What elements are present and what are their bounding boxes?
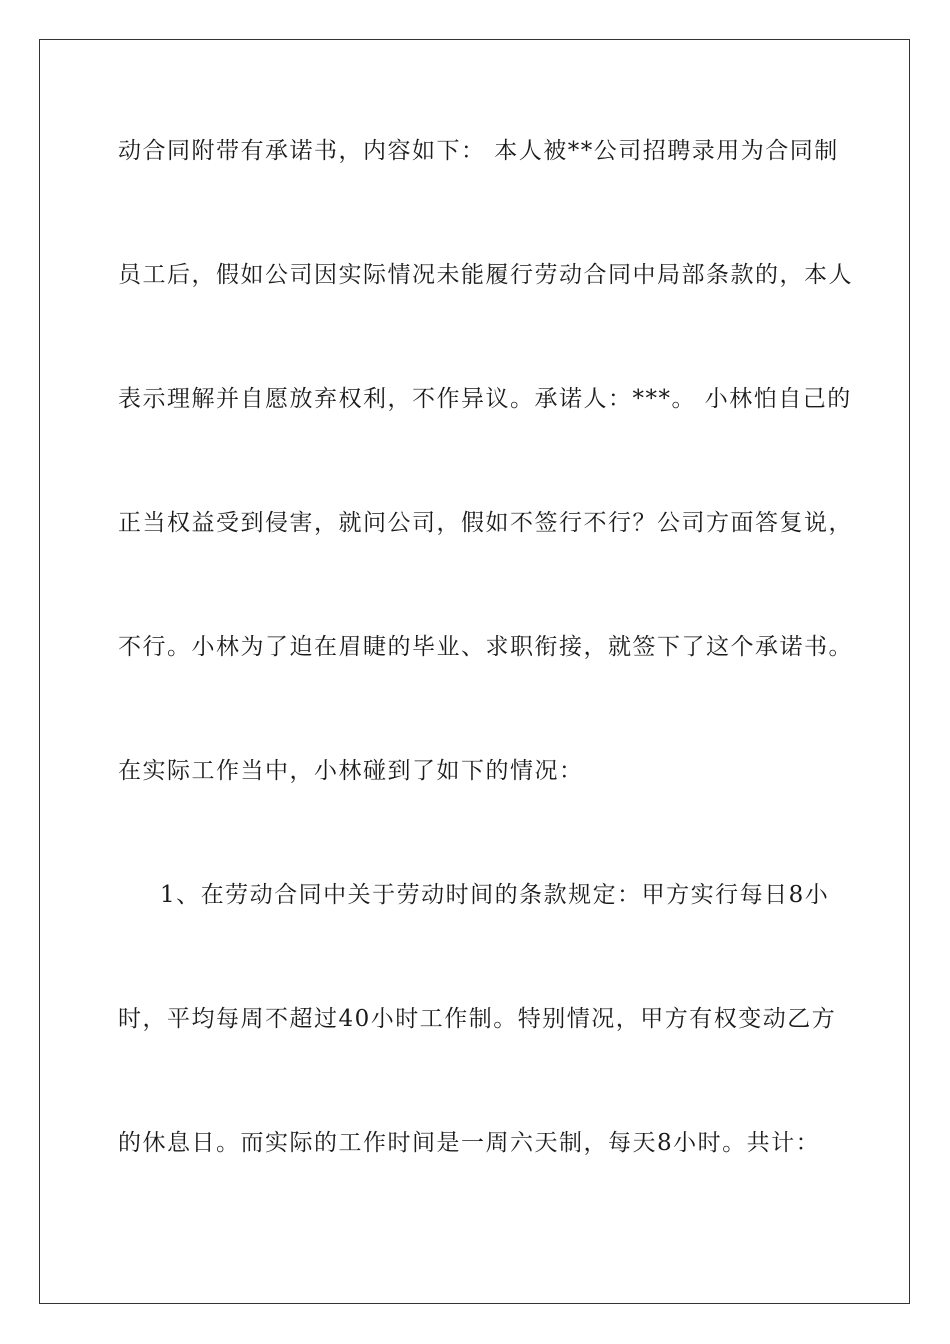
paragraph-line: 的休息日。而实际的工作时间是一周六天制，每天8小时。共计：: [118, 1130, 821, 1156]
paragraph-line: 在实际工作当中，小林碰到了如下的情况：: [118, 758, 584, 784]
paragraph-line: 动合同附带有承诺书，内容如下： 本人被**公司招聘录用为合同制: [118, 138, 839, 164]
paragraph-line: 正当权益受到侵害，就问公司，假如不签行不行？公司方面答复说，: [118, 510, 853, 536]
paragraph-line: 员工后，假如公司因实际情况未能履行劳动合同中局部条款的，本人: [118, 262, 853, 288]
page-border: [39, 39, 910, 1304]
paragraph-line: 时，平均每周不超过40小时工作制。特别情况，甲方有权变动乙方: [118, 1006, 837, 1032]
paragraph-line: 不行。小林为了迫在眉睫的毕业、求职衔接，就签下了这个承诺书。: [118, 634, 853, 660]
list-item-line: 1、在劳动合同中关于劳动时间的条款规定：甲方实行每日8小: [160, 882, 830, 908]
paragraph-line: 表示理解并自愿放弃权利，不作异议。承诺人：***。 小林怕自己的: [118, 386, 852, 412]
